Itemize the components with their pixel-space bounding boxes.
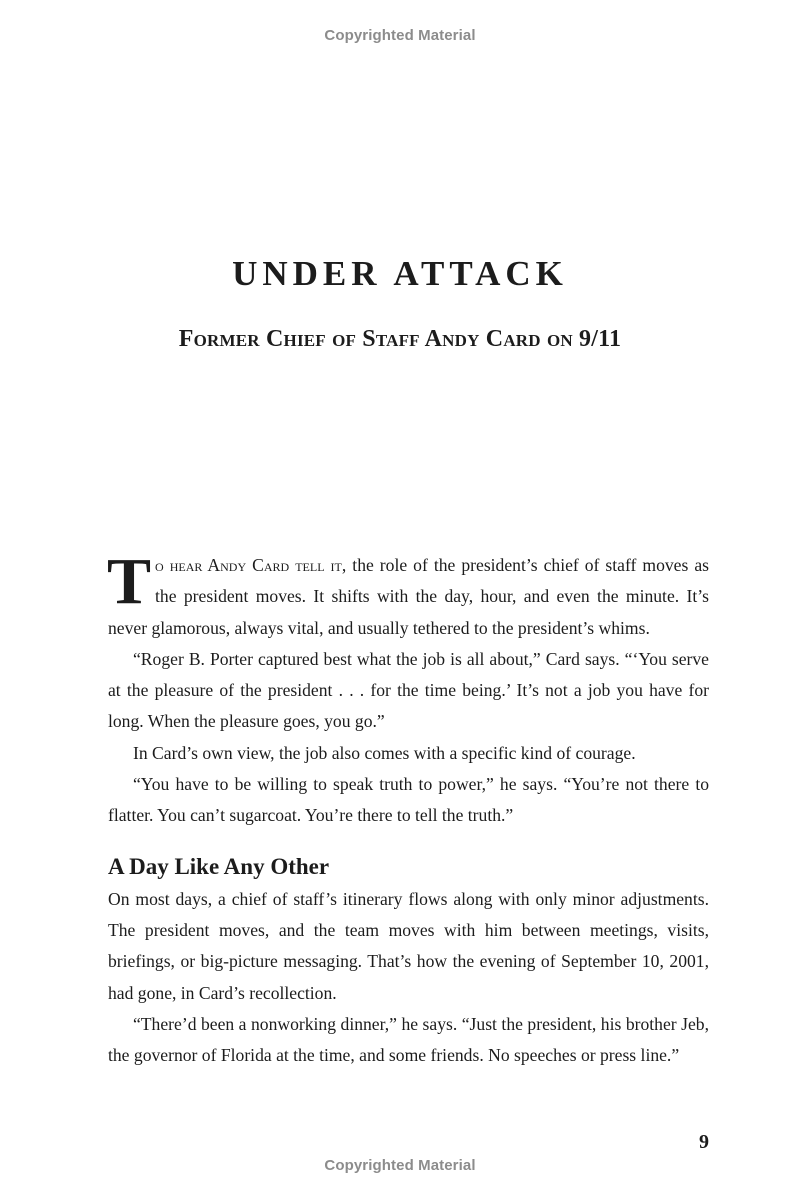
paragraph-dinner-quote: “There’d been a nonworking dinner,” he says. “Just the president, his brother Jeb, the governor of Florida at the time, and some friends. No speeches or press line.” (108, 1013, 709, 1066)
opening-paragraph-text: , the role of the president’s chief of staff moves as the president moves. It shifts with the day, hour, and even the minute. It’s never glamorous, always vital, and usually tethered to the president’s whims. (108, 555, 709, 638)
chapter-title: UNDER ATTACK (232, 254, 568, 293)
section-heading: A Day Like Any Other (108, 853, 330, 879)
copyright-watermark-bottom: Copyrighted Material (324, 1157, 476, 1174)
page-number: 9 (699, 1131, 709, 1153)
opening-paragraph (107, 545, 709, 644)
paragraph-itinerary: On most days, a chief of staff’s itinerary flows along with only minor adjustments. The president moves, and the team moves with him between meetings, visits, briefings, or big-picture messaging. That’s how the evening of September 10, 2001, had gone, in Card’s recollection. (108, 888, 709, 1003)
paragraph-courage: In Card’s own view, the job also comes with a specific kind of courage. (133, 742, 636, 763)
paragraph-truth-to-power: “You have to be willing to speak truth to power,” he says. “You’re not there to flatter. You can’t sugarcoat. You’re there to tell the truth.” (108, 774, 709, 826)
drop-cap: T (107, 545, 152, 618)
copyright-watermark-top: Copyrighted Material (324, 27, 476, 44)
small-caps-lead-in: o hear Andy Card tell it (155, 555, 342, 575)
chapter-subtitle: Former Chief of Staff Andy Card on 9/11 (178, 326, 622, 352)
chapter-body (107, 545, 709, 1071)
paragraph-porter-quote: “Roger B. Porter captured best what the job is all about,” Card says. “‘You serve at the pleasure of the president . . . for the time being.’ It’s not a job you have for long. When the pleasure goes, you go.” (108, 648, 709, 732)
